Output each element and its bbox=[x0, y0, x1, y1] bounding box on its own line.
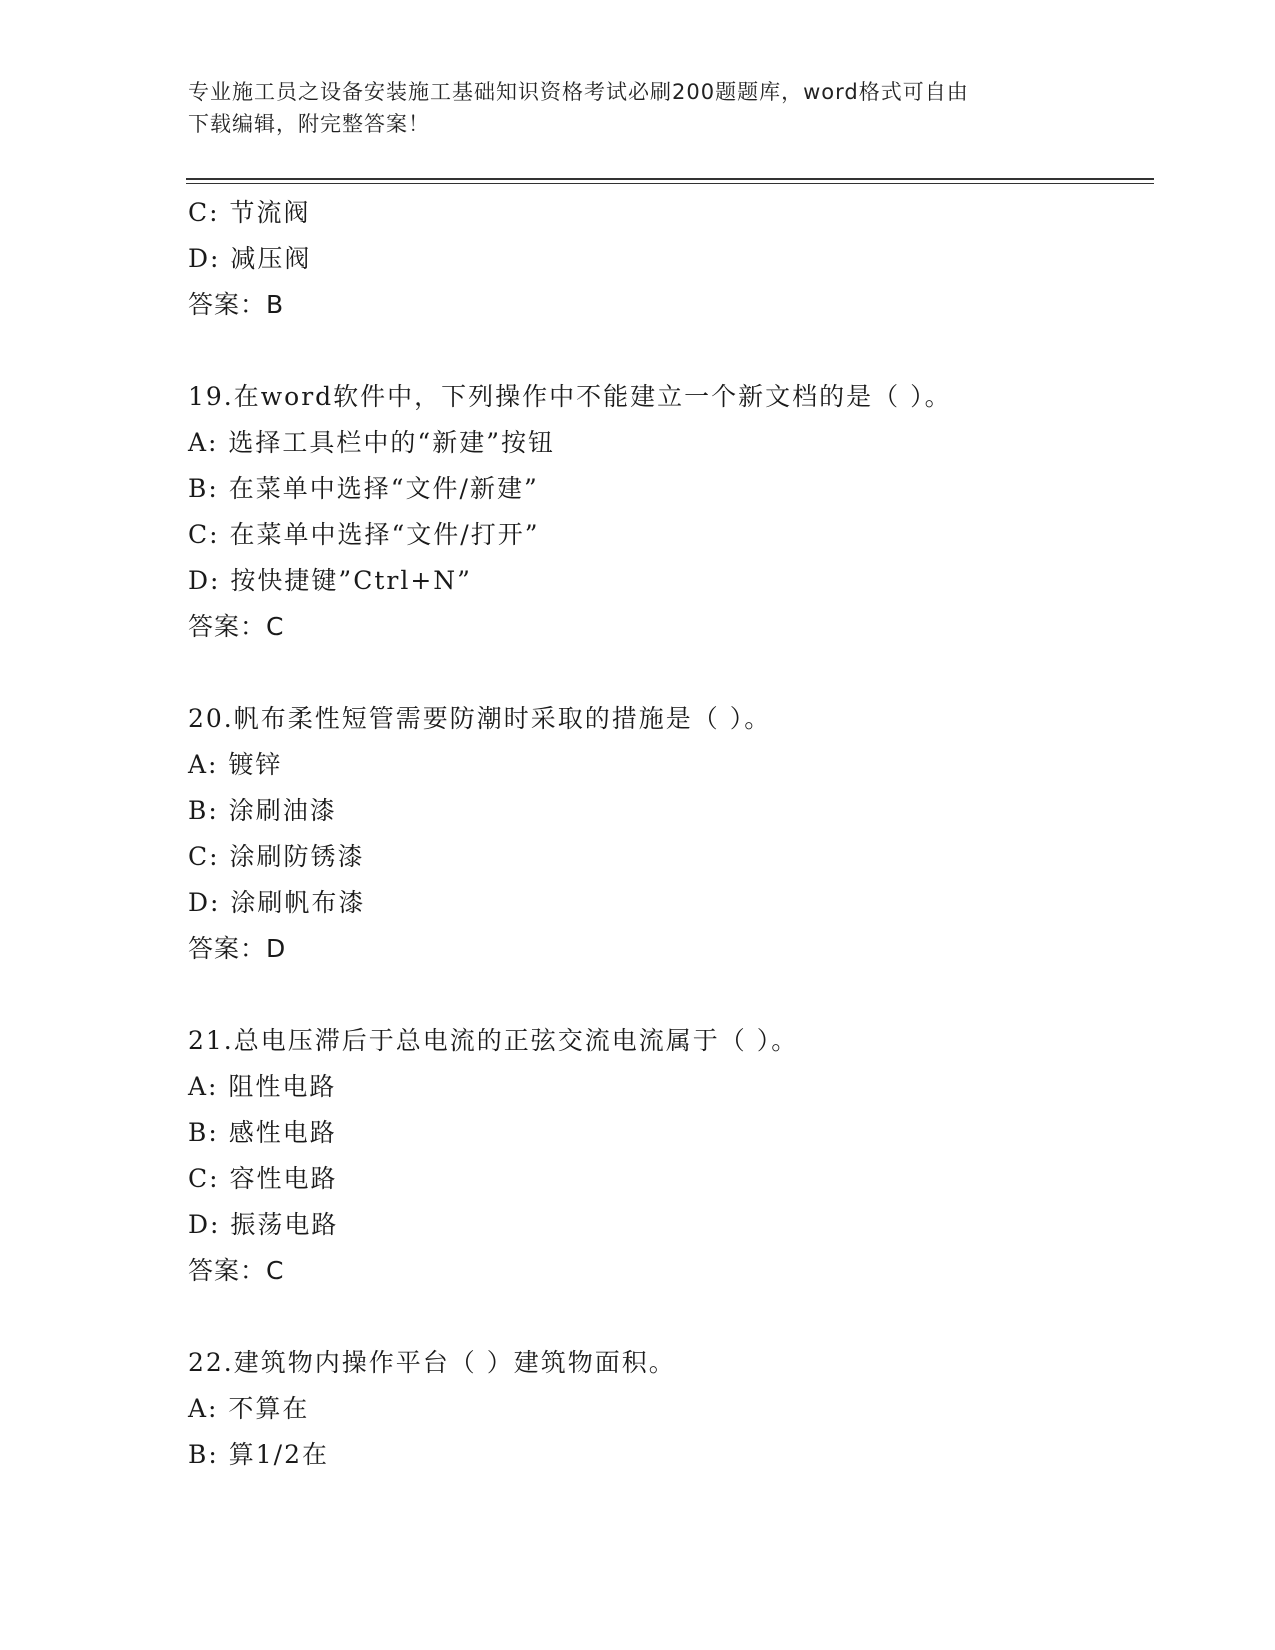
answer-line: 答案：C bbox=[188, 612, 285, 641]
question-text: 22.建筑物内操作平台（ ）建筑物面积。 bbox=[188, 1348, 676, 1377]
question-block-18 bbox=[188, 190, 1148, 328]
option-c: C: 涂刷防锈漆 bbox=[188, 842, 365, 871]
question-block-20 bbox=[188, 696, 1148, 972]
question-list bbox=[188, 190, 1148, 1478]
spacer bbox=[188, 972, 1148, 1018]
answer-line: 答案：D bbox=[188, 934, 287, 963]
option-a: A: 选择工具栏中的“新建”按钮 bbox=[188, 428, 555, 457]
answer-line: 答案：C bbox=[188, 1256, 285, 1285]
header-line-2: 下载编辑，附完整答案！ bbox=[188, 112, 430, 136]
option-c: C: 节流阀 bbox=[188, 198, 311, 227]
spacer bbox=[188, 1294, 1148, 1340]
question-block-22 bbox=[188, 1340, 1148, 1478]
header-divider-thick bbox=[186, 178, 1154, 180]
question-text: 20.帆布柔性短管需要防潮时采取的措施是（ ）。 bbox=[188, 704, 772, 733]
option-a: A: 不算在 bbox=[188, 1394, 310, 1423]
option-d: D: 振荡电路 bbox=[188, 1210, 339, 1239]
question-block-19 bbox=[188, 374, 1148, 650]
option-c: C: 容性电路 bbox=[188, 1164, 338, 1193]
option-b: B: 感性电路 bbox=[188, 1118, 337, 1147]
question-block-21 bbox=[188, 1018, 1148, 1294]
question-text: 19.在word软件中，下列操作中不能建立一个新文档的是（ ）。 bbox=[188, 382, 952, 411]
option-c: C: 在菜单中选择“文件/打开” bbox=[188, 520, 540, 549]
answer-line: 答案：B bbox=[188, 290, 285, 319]
option-a: A: 镀锌 bbox=[188, 750, 283, 779]
header-line-1: 专业施工员之设备安装施工基础知识资格考试必刷200题题库，word格式可自由 bbox=[188, 80, 969, 104]
spacer bbox=[188, 650, 1148, 696]
header-divider-thin bbox=[186, 183, 1154, 184]
option-b: B: 算1/2在 bbox=[188, 1440, 329, 1469]
option-d: D: 减压阀 bbox=[188, 244, 312, 273]
document-header bbox=[188, 76, 1088, 140]
option-d: D: 按快捷键”Ctrl+N” bbox=[188, 566, 472, 595]
option-b: B: 涂刷油漆 bbox=[188, 796, 337, 825]
option-b: B: 在菜单中选择“文件/新建” bbox=[188, 474, 539, 503]
spacer bbox=[188, 328, 1148, 374]
option-d: D: 涂刷帆布漆 bbox=[188, 888, 366, 917]
option-a: A: 阻性电路 bbox=[188, 1072, 337, 1101]
question-text: 21.总电压滞后于总电流的正弦交流电流属于（ ）。 bbox=[188, 1026, 799, 1055]
